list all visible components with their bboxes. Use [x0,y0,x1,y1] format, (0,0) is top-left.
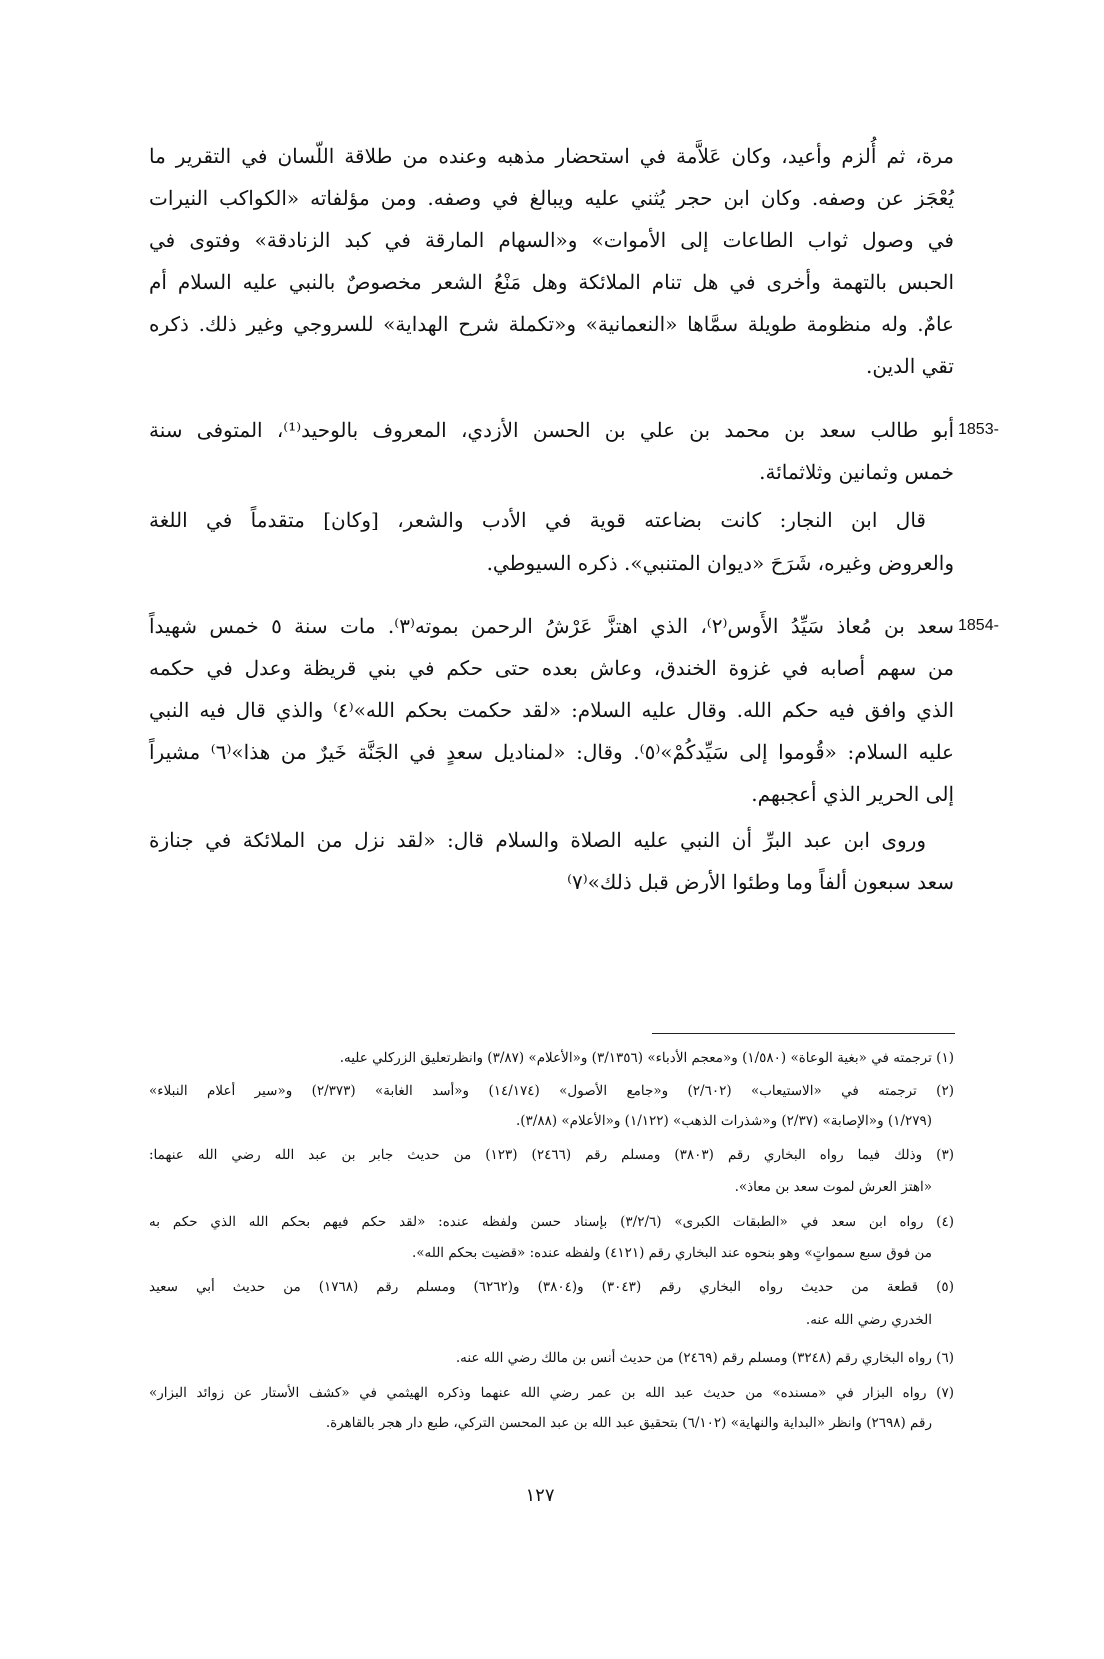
text-line: يُعْجَز عن وصفه. وكان ابن حجر يُثني عليه ويبالغ في وصفه. ومن مؤلفاته «الكواكب النيرات [149,186,954,210]
entry-line: سعد بن مُعاذ سَيِّدُ الأَوس⁽٢⁾، الذي اهتزَّ عَرْشُ الرحمن بموته⁽٣⁾. مات سنة ٥ خمس شهيداً [149,614,954,638]
page-number: ١٢٧ [525,1485,555,1506]
paragraph-line: والعروض وغيره، شَرَحَ «ديوان المتنبي». ذكره السيوطي. [486,551,954,575]
paragraph-line: سعد سبعون ألفاً وما وطئوا الأرض قبل ذلك»⁽٧⁾ [567,870,954,894]
footnote-3: (٣) وذلك فيما رواه البخاري رقم (٣٨٠٣) ومسلم رقم (٢٤٦٦) (١٢٣) من حديث جابر بن عبد الله رضي الله عنهما: [149,1147,954,1163]
footnote-2: (٢) ترجمته في «الاستيعاب» (٢/٦٠٢) و«جامع الأصول» (١٤/١٧٤) و«أسد الغابة» (٢/٣٧٣) و«سير أعلام النبلاء» [149,1083,954,1099]
entry-line: عليه السلام: «قُوموا إلى سَيِّدكُمْ»⁽٥⁾. وقال: «لمناديل سعدٍ في الجَنَّة خَيرٌ من هذا»⁽٦⁾ مشيراً [149,740,954,764]
entry-line: إلى الحرير الذي أعجبهم. [751,782,954,806]
footnote-separator [652,1033,955,1034]
entry-number: 1854- [958,617,999,634]
entry-line: الذي وافق فيه حكم الله. وقال عليه السلام: «لقد حكمت بحكم الله»⁽٤⁾ والذي قال فيه النبي [149,698,954,722]
text-line: في وصول ثواب الطاعات إلى الأموات» و«السهام المارقة في كبد الزنادقة» وفتوى في [149,228,954,252]
footnote-2-cont: (١/٢٧٩) و«الإصابة» (٢/٣٧) و«شذرات الذهب» (١/١٢٢) و«الأعلام» (٣/٨٨). [515,1113,932,1129]
entry-number: 1853- [958,421,999,438]
entry-line: خمس وثمانين وثلاثمائة. [759,460,954,484]
paragraph-line: قال ابن النجار: كانت بضاعته قوية في الأدب والشعر، [وكان] متقدماً في اللغة [149,508,926,532]
entry-line: من سهم أصابه في غزوة الخندق، وعاش بعده حتى حكم في بني قريظة وعدل في حكمه [149,656,954,680]
entry-line: أبو طالب سعد بن محمد بن علي بن الحسن الأزدي، المعروف بالوحيد⁽¹⁾، المتوفى سنة [149,418,954,442]
paragraph-line: وروى ابن عبد البرِّ أن النبي عليه الصلاة والسلام قال: «لقد نزل من الملائكة في جنازة [149,828,927,852]
footnote-4-cont: من فوق سبع سمواتٍ» وهو بنحوه عند البخاري رقم (٤١٢١) ولفظه عنده: «قضيت بحكم الله». [411,1245,932,1261]
footnote-5-cont: الخدري رضي الله عنه. [805,1312,932,1328]
footnote-3-cont: «اهتز العرش لموت سعد بن معاذ». [734,1179,932,1195]
footnote-1: (١) ترجمته في «بغية الوعاة» (١/٥٨٠) و«معجم الأدباء» (٣/١٣٥٦) و«الأعلام» (٣/٨٧) وانظرتعليق الزركلي عليه. [339,1050,954,1066]
footnote-5: (٥) قطعة من حديث رواه البخاري رقم (٣٠٤٣) و(٣٨٠٤) و(٦٢٦٢) ومسلم رقم (١٧٦٨) من حديث أبي سعيد [149,1279,954,1295]
text-line: الحبس بالتهمة وأخرى في هل تنام الملائكة وهل مَنْعُ الشعر مخصوصٌ بالنبي عليه السلام أم [149,270,954,294]
footnote-7-cont: رقم (٢٦٩٨) وانظر «البداية والنهاية» (٦/١٠٢) بتحقيق عبد الله بن عبد المحسن التركي، طبع دار هجر بالقاهرة. [325,1415,932,1431]
footnote-4: (٤) رواه ابن سعد في «الطبقات الكبرى» (٣/٢/٦) بإسناد حسن ولفظه عنده: «لقد حكم فيهم بحكم الله الذي حكم به [149,1214,954,1230]
footnote-6: (٦) رواه البخاري رقم (٣٢٤٨) ومسلم رقم (٢٤٦٩) من حديث أنس بن مالك رضي الله عنه. [455,1350,954,1366]
footnote-7: (٧) رواه البزار في «مسنده» من حديث عبد الله بن عمر رضي الله عنهما وذكره الهيثمي في «كشف الأستار عن زوائد البزار» [149,1385,954,1401]
text-line: مرة، ثم أُلزم وأعيد، وكان عَلاَّمة في استحضار مذهبه وعنده من طلاقة اللّسان في التقرير ما [149,144,954,168]
text-line: عامٌ. وله منظومة طويلة سمَّاها «النعمانية» و«تكملة شرح الهداية» للسروجي وغير ذلك. ذكره [149,312,954,336]
text-line: تقي الدين. [865,354,954,378]
